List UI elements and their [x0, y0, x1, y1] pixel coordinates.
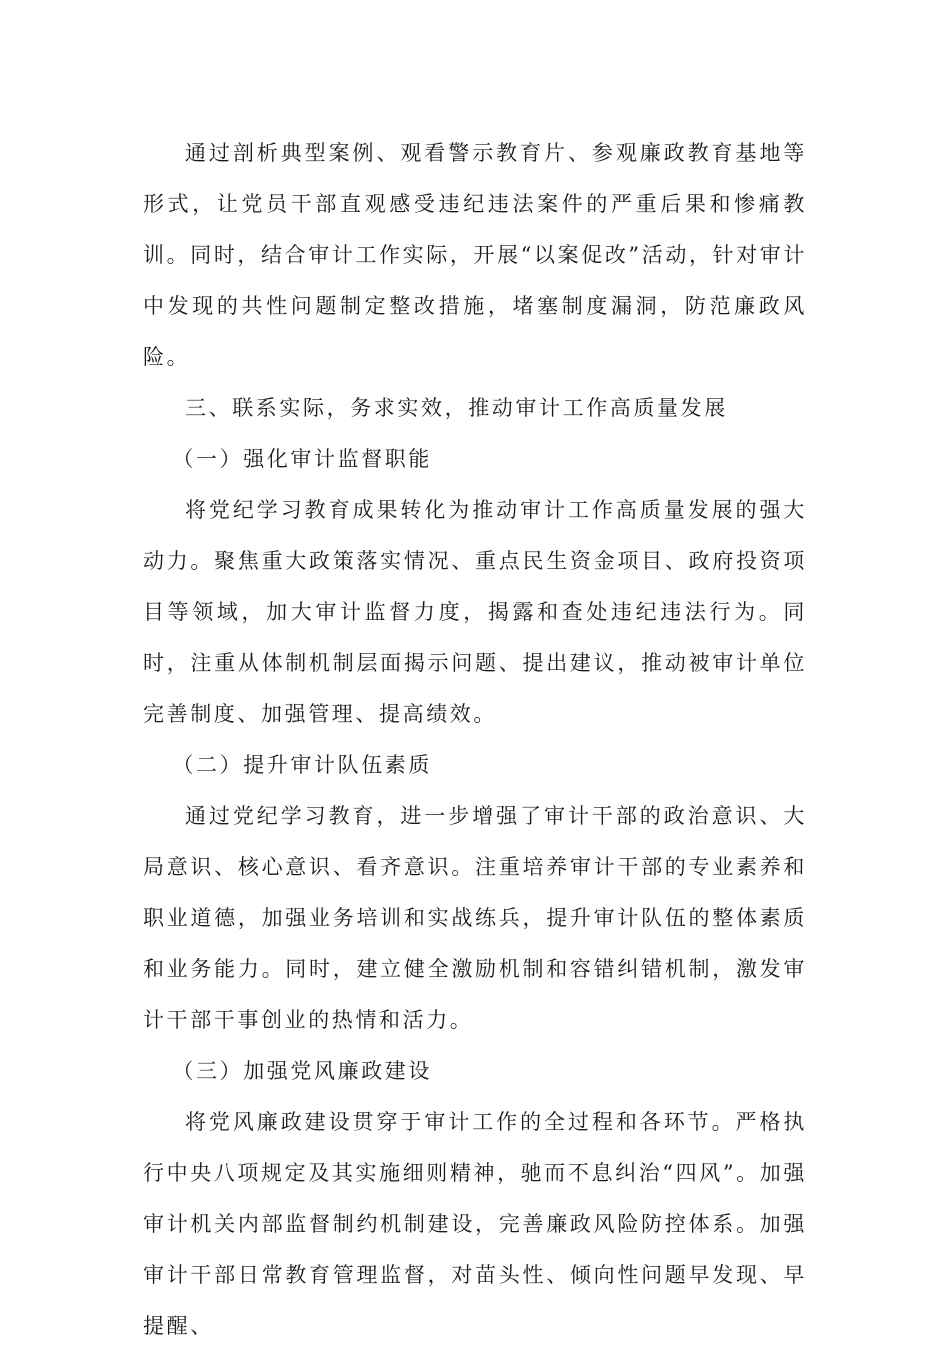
paragraph-case-study-education: 通过剖析典型案例、观看警示教育片、参观廉政教育基地等形式，让党员干部直观感受违纪违法案件的严重后果和惨痛教训。同时，结合审计工作实际，开展“以案促改”活动，针对审计中发现的共性问题制定整改措施，堵塞制度漏洞，防范廉政风险。 — [143, 141, 807, 369]
subheading-strengthen-audit-supervision: （一）强化审计监督职能 — [172, 447, 432, 471]
paragraph-team-quality: 通过党纪学习教育，进一步增强了审计干部的政治意识、大局意识、核心意识、看齐意识。注重培养审计干部的专业素养和职业道德，加强业务培训和实战练兵，提升审计队伍的整体素质和业务能力。同时，建立健全激励机制和容错纠错机制，激发审计干部干事创业的热情和活力。 — [143, 804, 807, 1032]
subheading-party-conduct-integrity: （三）加强党风廉政建设 — [172, 1059, 432, 1083]
subheading-improve-team-quality: （二）提升审计队伍素质 — [172, 753, 432, 777]
document-body — [143, 128, 807, 1352]
paragraph-audit-supervision: 将党纪学习教育成果转化为推动审计工作高质量发展的强大动力。聚焦重大政策落实情况、重点民生资金项目、政府投资项目等领域，加大审计监督力度，揭露和查处违纪违法行为。同时，注重从体制机制层面揭示问题、提出建议，推动被审计单位完善制度、加强管理、提高绩效。 — [143, 498, 807, 726]
section-heading-three: 三、联系实际，务求实效，推动审计工作高质量发展 — [185, 396, 728, 420]
paragraph-party-conduct-integrity: 将党风廉政建设贯穿于审计工作的全过程和各环节。严格执行中央八项规定及其实施细则精神，驰而不息纠治“四风”。加强审计机关内部监督制约机制建设，完善廉政风险防控体系。加强审计干部日常教育管理监督，对苗头性、倾向性问题早发现、早提醒、 — [143, 1110, 807, 1338]
